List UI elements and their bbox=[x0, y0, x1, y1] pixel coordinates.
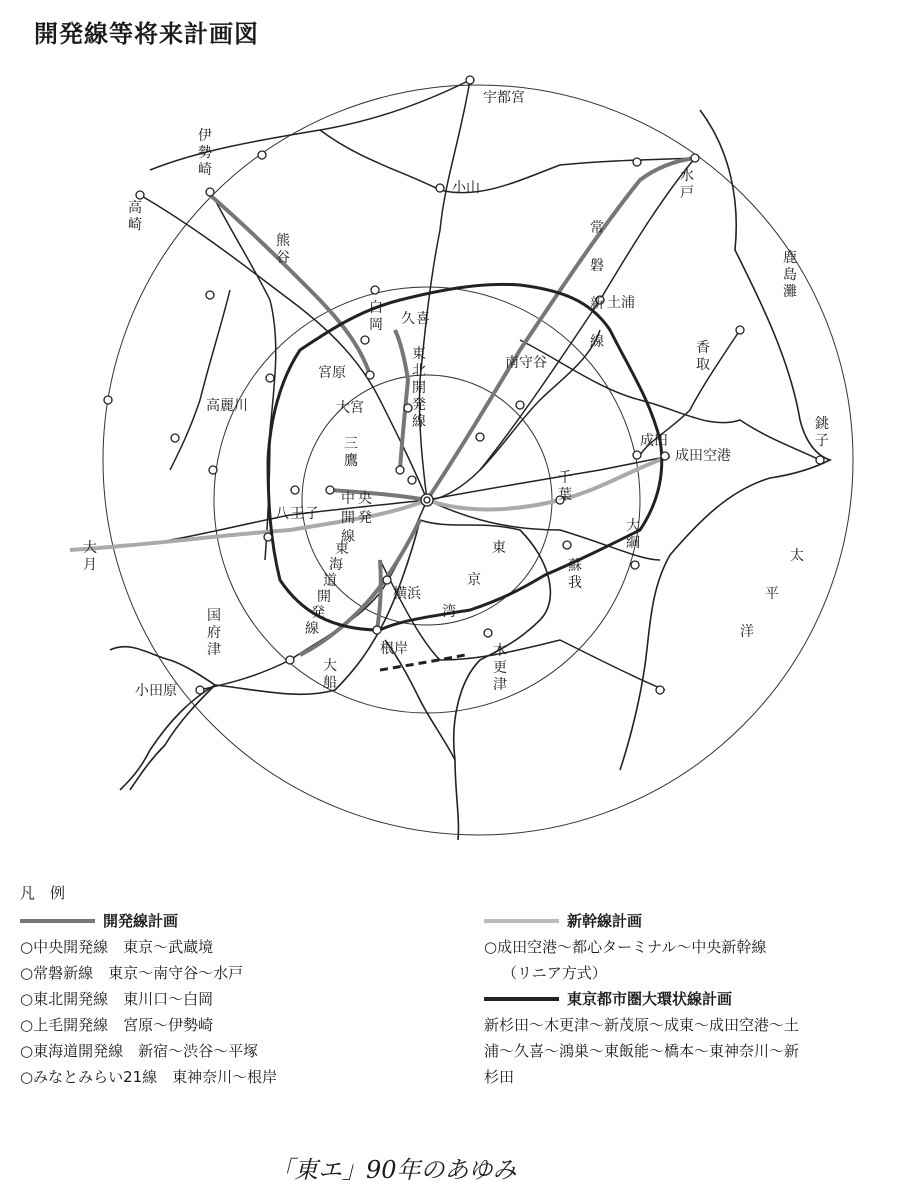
handwritten-note: 「東エ」90年のあゆみ bbox=[270, 1156, 517, 1184]
legend-dev-head bbox=[20, 908, 277, 934]
legend-dev-item: ○常磐新線 東京～南守谷～水戸 bbox=[20, 964, 244, 982]
legend-shin-head bbox=[484, 908, 799, 934]
label-minami-moriya: 南守谷 bbox=[505, 355, 547, 371]
label-omiya: 大宮 bbox=[336, 400, 364, 416]
label-negishi: 根岸 bbox=[380, 641, 408, 657]
legend-dev-item: ○東海道開発線 新宿～渋谷～平塚 bbox=[20, 1042, 259, 1060]
label-tokaido-kaihatsusen: 東海道開発線 bbox=[305, 541, 349, 637]
label-mito: 水戸 bbox=[680, 168, 694, 201]
legend-dev-item: ○みなとみらい21線 東神奈川～根岸 bbox=[20, 1068, 278, 1086]
legend-dev-item: ○東北開発線 東川口～白岡 bbox=[20, 990, 214, 1008]
label-narita: 成田 bbox=[640, 433, 668, 449]
legend-ring-head-label: 東京都市圏大環状線計画 bbox=[567, 990, 733, 1008]
coastline-bay-east bbox=[420, 520, 550, 840]
ring-dashed-segment bbox=[380, 655, 465, 670]
label-tohoku-kaihatsusen: 東北開発線 bbox=[412, 346, 426, 430]
legend-ring-line: 新杉田～木更津～新茂原～成東～成田空港～土 bbox=[484, 1016, 800, 1034]
label-miyahara: 宮原 bbox=[318, 365, 346, 381]
label-tokyo-bay: 東京湾 bbox=[442, 540, 506, 620]
label-yokohama: 横浜 bbox=[393, 586, 421, 602]
label-kumagaya: 熊谷 bbox=[276, 233, 290, 266]
label-chuo-kaihatsusen: 中 央開 発線 bbox=[341, 491, 372, 545]
coastline-izu bbox=[110, 647, 215, 790]
label-choshi: 銚子 bbox=[815, 416, 829, 449]
legend-dev-item: ○上毛開発線 宮原～伊勢崎 bbox=[20, 1016, 214, 1034]
label-katori: 香取 bbox=[696, 340, 710, 373]
coastline-bay-west bbox=[120, 520, 420, 790]
legend-dev-item: ○中央開発線 東京～武蔵境 bbox=[20, 938, 214, 956]
legend-right-column bbox=[484, 908, 799, 1090]
legend-ring-line: 杉田 bbox=[484, 1068, 515, 1086]
label-takasaki: 高崎 bbox=[128, 200, 142, 233]
legend-shin-item: （リニア方式） bbox=[502, 964, 607, 982]
page-title: 開発線等将来計画図 bbox=[34, 20, 259, 48]
legend-dev-head-label: 開発線計画 bbox=[103, 912, 179, 930]
legend-shin-item: ○成田空港～都心ターミナル～中央新幹線 bbox=[484, 938, 767, 956]
label-kisarazu: 木更津 bbox=[493, 643, 507, 693]
vertical-labels bbox=[83, 128, 830, 693]
label-tsuchiura: 土浦 bbox=[607, 295, 635, 311]
label-isesaki: 伊勢崎 bbox=[198, 128, 212, 178]
label-kuki: 久喜 bbox=[401, 311, 430, 327]
label-odawara: 小田原 bbox=[135, 683, 177, 699]
label-joban-shinsen: 常磐新線 bbox=[590, 220, 604, 350]
dev-line-swatch bbox=[20, 919, 95, 923]
legend-shin-head-label: 新幹線計画 bbox=[567, 912, 643, 930]
label-pacific: 太平洋 bbox=[740, 548, 804, 640]
legend-title: 凡 例 bbox=[20, 884, 66, 902]
label-hachioji: 八王子 bbox=[275, 506, 319, 522]
legend-ring-head bbox=[484, 986, 799, 1012]
ring-line-swatch bbox=[484, 997, 559, 1001]
label-soga: 蘇我 bbox=[568, 558, 582, 591]
label-komagawa: 高麗川 bbox=[206, 398, 248, 414]
label-chiba: 千葉 bbox=[558, 470, 572, 503]
legend-dev-column bbox=[20, 908, 277, 1090]
label-oyama: 小山 bbox=[452, 180, 480, 196]
legend-ring-line: 浦～久喜～鴻巣～東飯能～橋本～東神奈川～新 bbox=[484, 1042, 800, 1060]
label-shiraoka: 白岡 bbox=[369, 300, 383, 333]
label-mitaka: 三鷹 bbox=[344, 436, 358, 469]
label-oami: 大綱 bbox=[626, 518, 640, 551]
label-utsunomiya: 宇都宮 bbox=[483, 90, 525, 106]
shinkansen-line-swatch bbox=[484, 919, 559, 923]
label-narita-airport: 成田空港 bbox=[675, 448, 731, 464]
label-ofuna: 大船 bbox=[323, 658, 337, 691]
station-markers bbox=[104, 76, 824, 694]
label-kozu: 国府津 bbox=[207, 608, 221, 658]
label-kashimanada: 鹿島灘 bbox=[783, 250, 797, 300]
label-otsuki: 大月 bbox=[83, 540, 97, 573]
